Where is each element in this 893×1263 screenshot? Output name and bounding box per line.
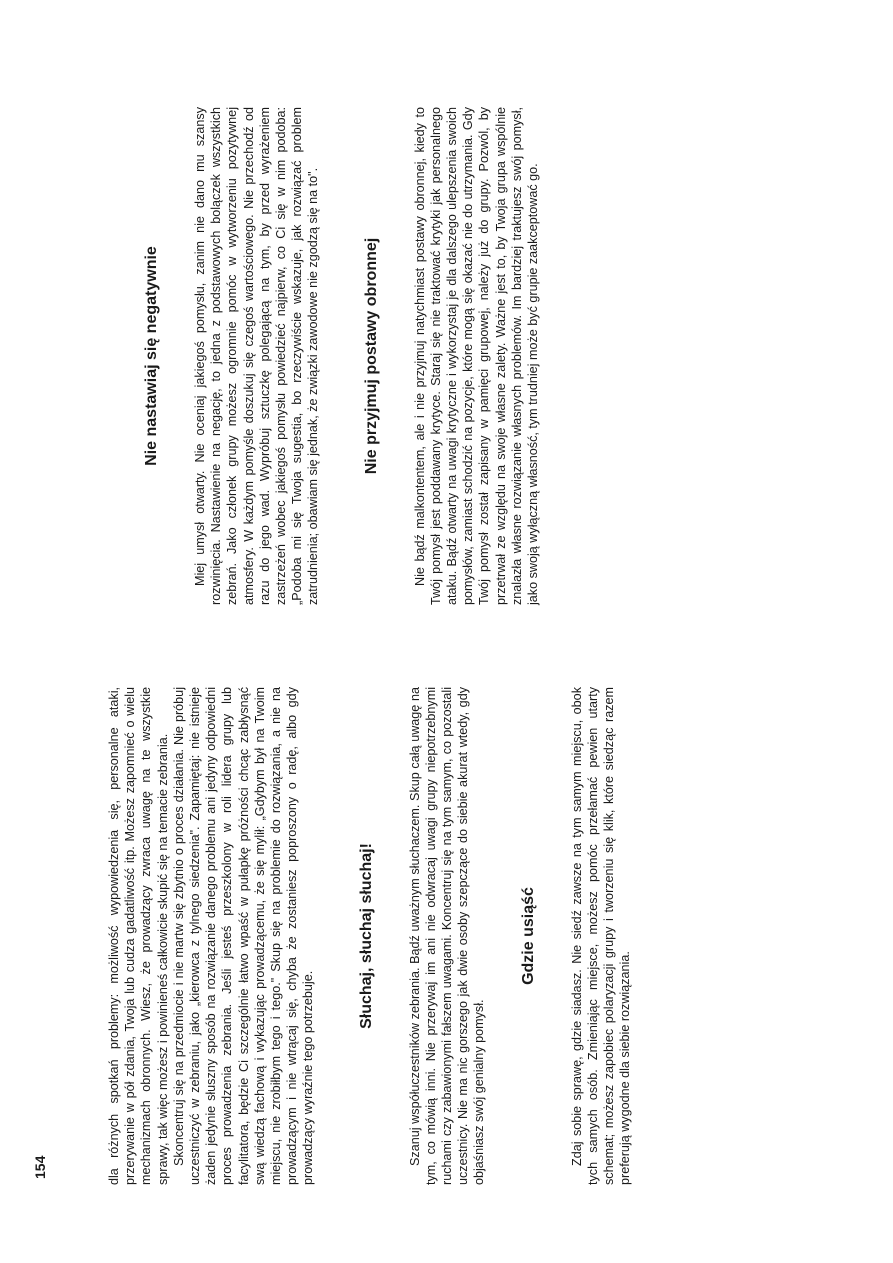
heading-not-negative: Nie nastawiaj się negatywnie [143,246,160,466]
where-to-sit-paragraph: Zdaj sobie sprawę, gdzie siadasz. Nie siedź zawsze na tym samym miejscu, obok tych samych osób. Zmieniając miejsce, możesz pomóc przełamać pewien utarty schemat; możesz zapobiec polaryzacji grupy i tworzeniu się klik, które siedząc razem preferują wygodne dla siebie rozwiązania. [569,687,633,1185]
left-page-column [106,687,633,1185]
heading-where-to-sit: Gdzie usiąść [519,887,537,985]
listen-paragraph: Szanuj współuczestników zebrania. Bądź uważnym słuchaczem. Skup całą uwagę na tym, co mówią inni. Nie przerywaj im ani nie odwracaj uwagi grupy niepotrzebnymi ruchami czy zabawionymi fałszem uwagami. Koncentruj się na tym samym, co pozostali uczestnicy. Nie ma nic gorszego jak dwie osoby szepczące do siebie akurat wtedy, gdy objaśniasz swój genialny pomysł. [407,687,487,1185]
page-number: 154 [32,1155,48,1179]
heading-not-defensive [362,107,382,605]
heading-listen: Słuchaj, słuchaj słuchaj! [357,843,375,1029]
not-negative-paragraph: Miej umysł otwarty. Nie oceniaj jakiegoś pomysłu, zanim nie dano mu szansy rozwinięcia. Nastawienie na negację, to jedna z podstawowych bolączek wszystkich zebrań. Jako członek grupy możesz ogromnie pomóc w wytworzeniu pozytywnej atmosfery. W każdym pomyśle doszukuj się czegoś wartościowego. Nie przechodź od razu do jego wad. Wypróbuj sztuczkę polegającą na tym, by przed wyrażeniem zastrzeżeń wobec jakiegoś pomysłu powiedzieć najpierw, co Ci się w nim podoba: „Podoba mi się Twoja sugestia, bo rzeczywiście wskazuje, jak rozwiązać problem zatrudnienia; obawiam się jednak, że związki zawodowe nie zgodzą się na to". [193,107,321,605]
not-defensive-paragraph: Nie bądź malkontentem, ale i nie przyjmuj natychmiast postawy obronnej, kiedy to Twój pomysł jest poddawany krytyce. Staraj się nie traktować krytyki jak personalnego ataku. Bądź otwarty na uwagi krytyczne i wykorzystaj je dla dalszego ulepszenia swoich pomysłów, zamiast schodzić na pozycje, które mogą się okazać nie do utrzymania. Gdy Twój pomysł został zapisany w pamięci grupowej, należy już do grupy. Pozwól, by przetrwał ze względu na swoje własne zalety. Ważne jest to, by Twoja grupa wspólnie znalazła własne rozwiązanie własnych problemów. Im bardziej traktujesz swój pomysł, jako swoją wyłączną własność, tym trudniej może być grupie zaakceptować go. [412,107,541,605]
intro-paragraph: dla różnych spotkań problemy: możliwość wypowiedzenia się, personalne ataki, przerywanie w pół zdania, Twoja lub cudza gadatliwość itp. Możesz zapomnieć o wielu mechanizmach obronnych. Wiesz, że prowadzący zwraca uwagę na te wszystkie sprawy, tak więc możesz i powinieneś całkowicie skupić się na temacie zebrania. [107,687,170,1185]
right-page-column [106,107,541,605]
focus-paragraph: Skoncentruj się na przedmiocie i nie martw się zbytnio o proces działania. Nie próbuj uczestniczyć w zebraniu, jako „kierowca z tylnego siedzenia". Zapamiętaj: nie istnieje żaden jedynie słuszny sposób na rozwiązanie danego problemu ani jedyny odpowiedni proces prowadzenia zebrania. Jeśli jesteś przeszkolony w roli lidera grupy lub facylitatora, będzie Ci szczególnie łatwo wpaść w pułapkę próżności chcąc zabłysnąć swą wiedzą fachową i wykazując prowadzącemu, że się mylił: „Gdybym był na Twoim miejscu, nie zrobiłbym tego i tego." Skup się na problemie do rozwiązania, a nie na prowadzącym i nie wtrącaj się, chyba że zostaniesz poproszony o radę, albo gdy prowadzący wyraźnie tego potrzebuje. [171,687,316,1185]
heading-not-defensive-text: Nie przyjmuj postawy obronnej [362,237,380,475]
